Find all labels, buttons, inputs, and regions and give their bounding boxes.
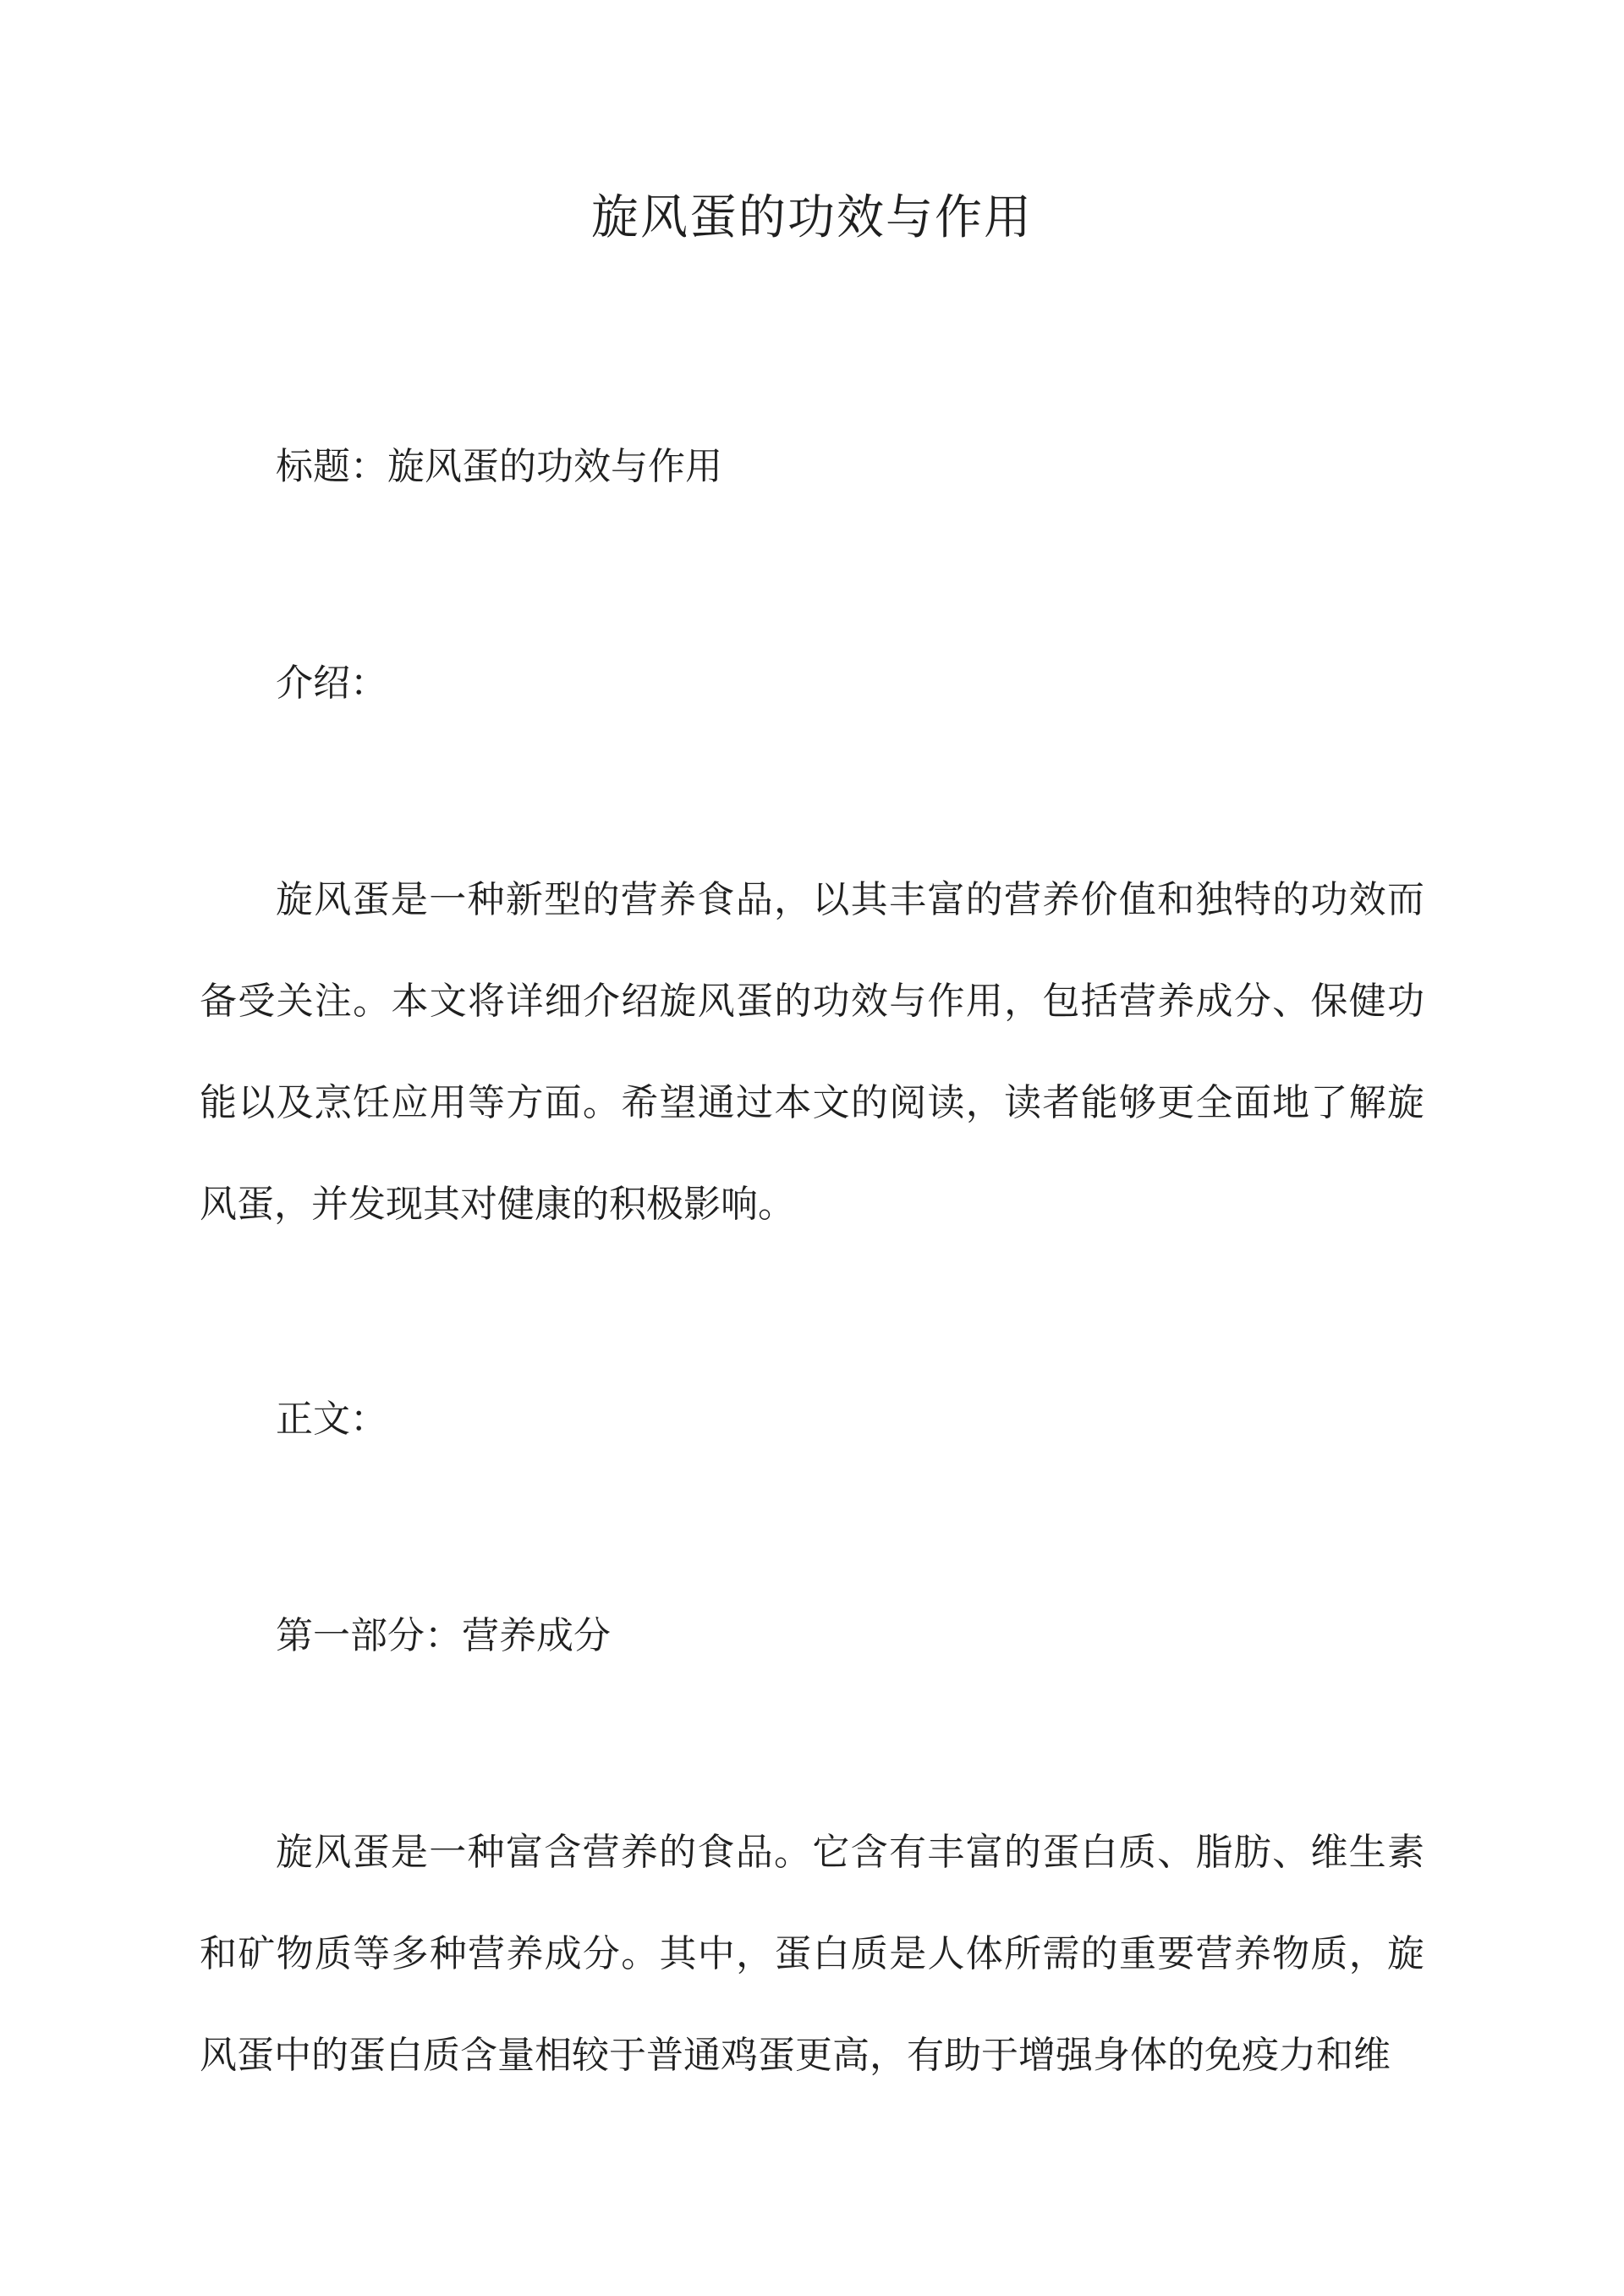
section1-paragraph: 旋风蛋是一种富含营养的食品。它含有丰富的蛋白质、脂肪、维生素和矿物质等多种营养成分。其中，蛋白质是人体所需的重要营养物质，旋风蛋中的蛋白质含量相较于普通鸡蛋更高，有助于增强身体的免疫力和维 xyxy=(200,1831,1424,2077)
subject-line: 标题：旋风蛋的功效与作用 xyxy=(276,445,722,488)
body-heading: 正文： xyxy=(276,1398,387,1441)
section1-heading: 第一部分：营养成分 xyxy=(276,1614,611,1657)
intro-heading: 介绍： xyxy=(276,662,387,705)
document-title: 旋风蛋的功效与作用 xyxy=(591,190,1033,245)
intro-paragraph: 旋风蛋是一种新型的营养食品，以其丰富的营养价值和独特的功效而备受关注。本文将详细介绍旋风蛋的功效与作用，包括营养成分、保健功能以及烹饪应用等方面。希望通过本文的阅读，读者能够更全面地了解旋风蛋，并发现其对健康的积极影响。 xyxy=(200,878,1424,1226)
